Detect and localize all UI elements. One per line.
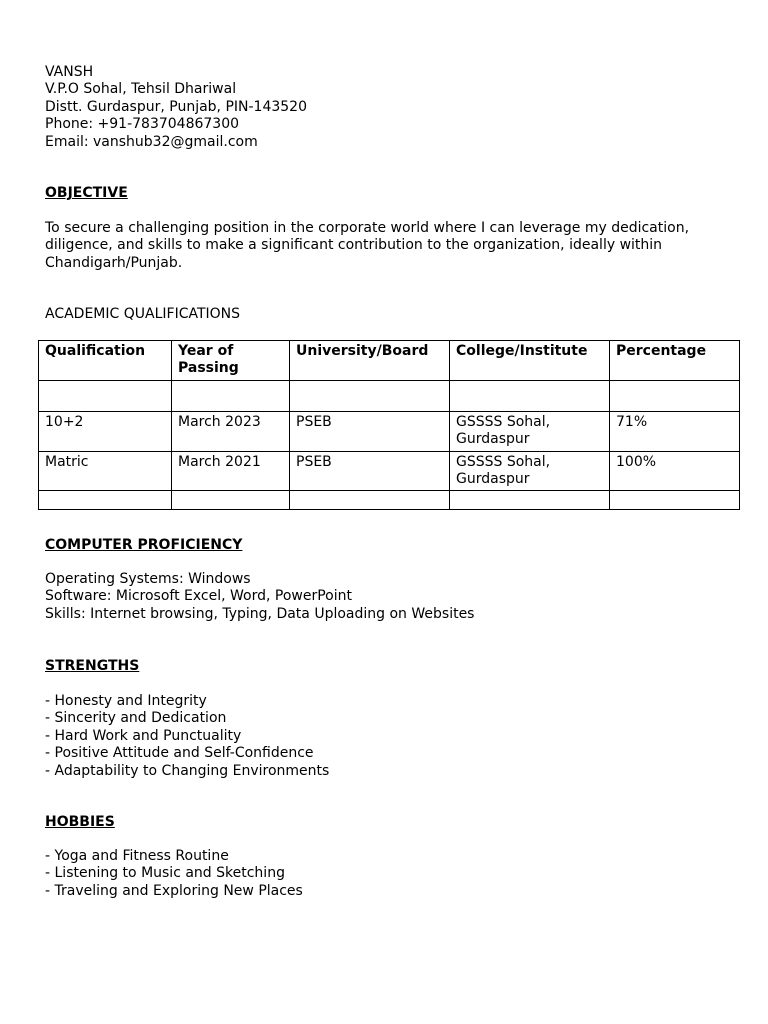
list-item: - Hard Work and Punctuality: [45, 727, 242, 744]
table-cell: [610, 380, 740, 411]
column-header: Qualification: [39, 341, 172, 381]
candidate-name: VANSH: [45, 64, 94, 80]
computer-section: [45, 537, 242, 554]
strengths-heading: STRENGTHS: [45, 658, 140, 674]
objective-text: To secure a challenging position in the corporate world where I can leverage my dedication, diligence, and skills to make a significant contribution to the organization, ideally within Chandigarh/Punjab.: [45, 220, 690, 271]
list-item: - Traveling and Exploring New Places: [45, 882, 303, 899]
list-item: - Honesty and Integrity: [45, 693, 207, 709]
list-item: Skills: Internet browsing, Typing, Data Uploading on Websites: [45, 605, 475, 622]
table-cell: GSSSS Sohal, Gurdaspur: [450, 411, 610, 451]
table-cell: [39, 380, 172, 411]
table-cell: [172, 380, 290, 411]
strengths-list: [45, 693, 329, 780]
table-header-row: [39, 341, 740, 381]
list-item: - Positive Attitude and Self-Confidence: [45, 745, 314, 762]
table-cell: [290, 380, 450, 411]
column-header: University/Board: [290, 341, 450, 381]
list-item: - Adaptability to Changing Environments: [45, 762, 330, 779]
table-cell: PSEB: [290, 411, 450, 451]
table-cell: PSEB: [290, 451, 450, 491]
list-item: - Yoga and Fitness Routine: [45, 848, 229, 864]
hobbies-heading: HOBBIES: [45, 814, 115, 830]
table-cell: [450, 380, 610, 411]
table-cell: [172, 491, 290, 510]
table-cell: [39, 491, 172, 510]
strengths-section: [45, 658, 139, 675]
list-item: - Sincerity and Dedication: [45, 710, 227, 727]
academic-heading: ACADEMIC QUALIFICATIONS: [45, 306, 241, 322]
computer-heading: COMPUTER PROFICIENCY: [45, 537, 243, 553]
column-header: Year of Passing: [172, 341, 290, 381]
table-cell: 10+2: [39, 411, 172, 451]
table-row: [39, 491, 740, 510]
hobbies-section: [45, 814, 115, 831]
table-cell: Matric: [39, 451, 172, 491]
academic-table: [38, 340, 740, 510]
table-cell: March 2023: [172, 411, 290, 451]
column-header: College/Institute: [450, 341, 610, 381]
phone-line: Phone: +91-783704867300: [45, 116, 240, 133]
list-item: Software: Microsoft Excel, Word, PowerPoint: [45, 588, 353, 605]
objective-heading: OBJECTIVE: [45, 185, 128, 201]
list-item: Operating Systems: Windows: [45, 571, 251, 587]
list-item: - Listening to Music and Sketching: [45, 865, 285, 882]
column-header: Percentage: [610, 341, 740, 381]
table-cell: [450, 491, 610, 510]
hobbies-list: [45, 848, 303, 900]
table-cell: GSSSS Sohal, Gurdaspur: [450, 451, 610, 491]
academic-section: [45, 306, 240, 323]
address-line-1: V.P.O Sohal, Tehsil Dhariwal: [45, 81, 237, 98]
table-row: [39, 411, 740, 451]
address-line-2: Distt. Gurdaspur, Punjab, PIN-143520: [45, 98, 307, 115]
contact-block: [45, 64, 307, 151]
email-line: Email: vanshub32@gmail.com: [45, 133, 258, 150]
table-row: [39, 380, 740, 411]
table-cell: [290, 491, 450, 510]
table-row: [39, 451, 740, 491]
table-cell: March 2021: [172, 451, 290, 491]
table-cell: 71%: [610, 411, 740, 451]
computer-list: [45, 571, 474, 623]
table-cell: 100%: [610, 451, 740, 491]
table-cell: [610, 491, 740, 510]
objective-section: [45, 185, 128, 202]
